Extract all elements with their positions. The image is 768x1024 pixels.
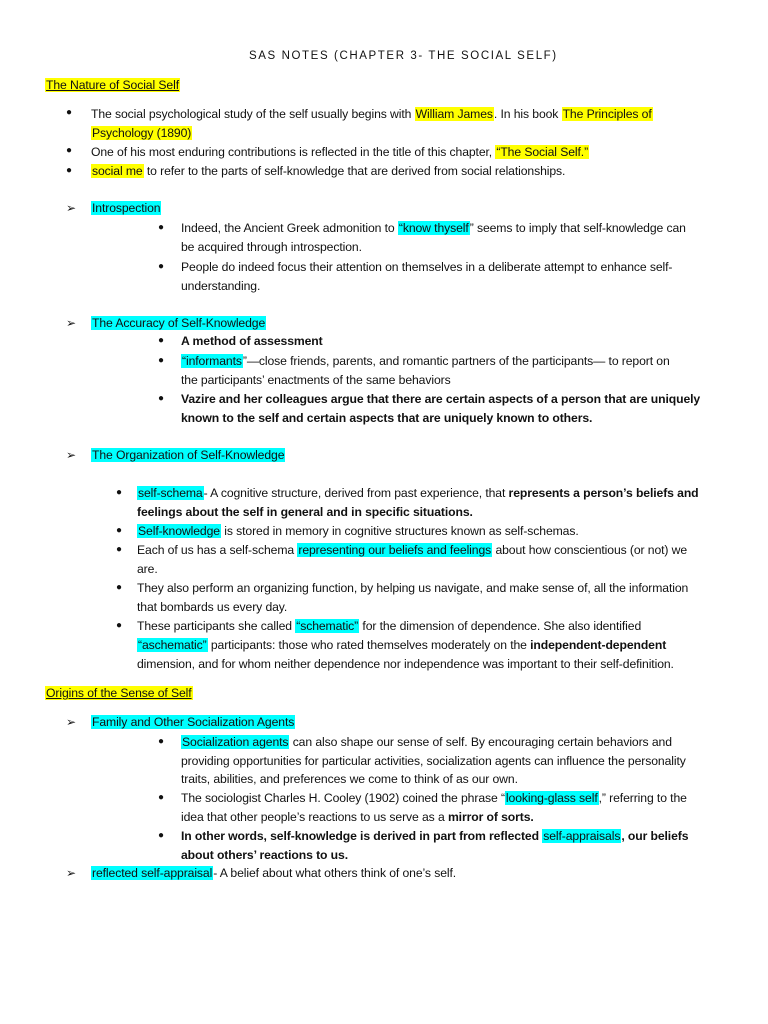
- list-item-continuation: that bombards us every day.: [137, 600, 288, 614]
- list-item: self-schema- A cognitive structure, derived from past experience, that represents a person’s beliefs and: [138, 486, 699, 500]
- bullet-icon: ●: [116, 582, 123, 593]
- list-item-continuation: be acquired through introspection.: [181, 240, 362, 254]
- bullet-icon: ●: [158, 393, 165, 404]
- subsection-heading-organization: The Organization of Self-Knowledge: [92, 448, 285, 462]
- subsection-heading-family: Family and Other Socialization Agents: [92, 715, 295, 729]
- list-item-continuation: understanding.: [181, 279, 261, 293]
- bullet-icon: ●: [158, 335, 165, 346]
- definition-reflected-self-appraisal: reflected self-appraisal- A belief about what others think of one’s self.: [92, 866, 457, 880]
- list-item: They also perform an organizing function, by helping us navigate, and make sense of, all the information: [137, 581, 689, 595]
- list-item-continuation: about others’ reactions to us.: [181, 848, 348, 862]
- list-item-continuation: known to the self and certain aspects that are uniquely known to others.: [181, 411, 593, 425]
- list-item-continuation: providing opportunities for particular activities, socialization agents can influence the personality: [181, 754, 686, 768]
- bullet-icon: ●: [158, 222, 165, 233]
- list-item: A method of assessment: [181, 334, 323, 348]
- bullet-icon: ●: [158, 261, 165, 272]
- list-item: Socialization agents can also shape our sense of self. By encouraging certain behaviors and: [182, 735, 672, 749]
- list-item: “informants”—close friends, parents, and romantic partners of the participants— to report on: [182, 354, 670, 368]
- list-item-continuation: dimension, and for whom neither dependence nor independence was important to their self-definition.: [137, 657, 674, 671]
- list-item: The sociologist Charles H. Cooley (1902) coined the phrase “looking-glass self,” referring to the: [181, 791, 687, 805]
- arrow-bullet-icon: ➢: [66, 201, 77, 215]
- list-item-continuation: Psychology (1890): [92, 126, 192, 140]
- bullet-icon: ●: [158, 830, 165, 841]
- subsection-heading-introspection: Introspection: [92, 201, 161, 215]
- list-item: In other words, self-knowledge is derived in part from reflected self-appraisals, our beliefs: [181, 829, 689, 843]
- list-item: Vazire and her colleagues argue that there are certain aspects of a person that are uniquely: [181, 392, 701, 406]
- arrow-bullet-icon: ➢: [66, 448, 77, 462]
- list-item: Self-knowledge is stored in memory in cognitive structures known as self-schemas.: [138, 524, 579, 538]
- bullet-icon: ●: [116, 487, 123, 498]
- list-item-continuation: “aschematic” participants: those who rated themselves moderately on the independent-dependent: [138, 638, 667, 652]
- list-item-continuation: traits, abilities, and preferences we come to think of as our own.: [181, 772, 518, 786]
- bullet-icon: ●: [158, 736, 165, 747]
- list-item: One of his most enduring contributions is reflected in the title of this chapter, “The Social Self.”: [91, 145, 589, 159]
- list-item-continuation: are.: [137, 562, 158, 576]
- section-heading-origins: Origins of the Sense of Self: [46, 686, 192, 700]
- list-item-continuation: feelings about the self in general and in specific situations.: [137, 505, 473, 519]
- list-item: social me to refer to the parts of self-knowledge that are derived from social relationships.: [92, 164, 566, 178]
- bullet-icon: ●: [66, 107, 73, 118]
- subsection-heading-accuracy: The Accuracy of Self-Knowledge: [92, 316, 266, 330]
- bullet-icon: ●: [116, 525, 123, 536]
- document-title: SAS NOTES (CHAPTER 3- THE SOCIAL SELF): [249, 50, 558, 62]
- list-item-continuation: idea that other people’s reactions to us serve as a mirror of sorts.: [181, 810, 534, 824]
- bullet-icon: ●: [158, 792, 165, 803]
- bullet-icon: ●: [116, 620, 123, 631]
- list-item: People do indeed focus their attention on themselves in a deliberate attempt to enhance self-: [181, 260, 673, 274]
- arrow-bullet-icon: ➢: [66, 715, 77, 729]
- list-item: Each of us has a self-schema representing our beliefs and feelings about how conscientious (or not) we: [137, 543, 688, 557]
- bullet-icon: ●: [158, 355, 165, 366]
- arrow-bullet-icon: ➢: [66, 866, 77, 880]
- section-heading-nature: The Nature of Social Self: [46, 78, 179, 92]
- bullet-icon: ●: [116, 544, 123, 555]
- list-item-continuation: the participants’ enactments of the same behaviors: [181, 373, 451, 387]
- list-item: Indeed, the Ancient Greek admonition to “know thyself” seems to imply that self-knowledge can: [181, 221, 686, 235]
- bullet-icon: ●: [66, 165, 73, 176]
- list-item: These participants she called “schematic” for the dimension of dependence. She also identified: [137, 619, 642, 633]
- bullet-icon: ●: [66, 145, 73, 156]
- list-item: The social psychological study of the self usually begins with William James. In his book The Principles of: [91, 107, 652, 121]
- arrow-bullet-icon: ➢: [66, 316, 77, 330]
